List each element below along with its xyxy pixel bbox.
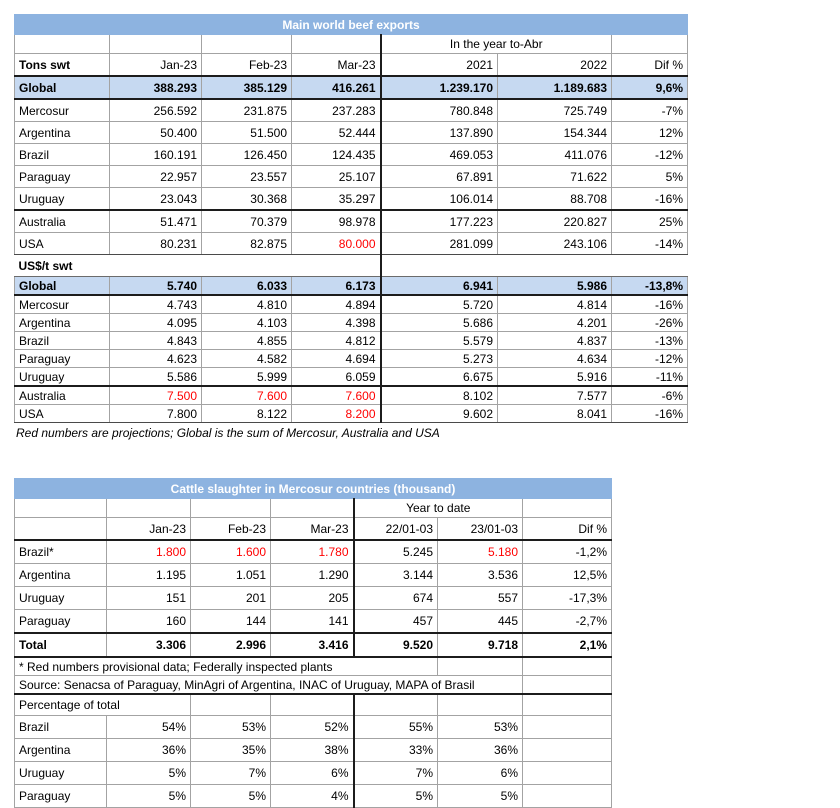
row-label: Uruguay bbox=[15, 587, 107, 610]
cell-value: 201 bbox=[191, 587, 271, 610]
table-row bbox=[15, 144, 688, 166]
cell-value: 80.231 bbox=[110, 233, 202, 255]
cell-value: 3.536 bbox=[438, 564, 523, 587]
cell-value: 54% bbox=[107, 716, 191, 739]
row-label: Mercosur bbox=[15, 99, 110, 122]
empty-cell bbox=[438, 694, 523, 716]
cell-value: 7% bbox=[354, 762, 438, 785]
cell-value: 80.000 bbox=[292, 233, 381, 255]
table-row bbox=[15, 332, 688, 350]
empty-cell bbox=[438, 657, 523, 676]
table-row bbox=[15, 587, 612, 610]
cell-value: -2,7% bbox=[523, 610, 612, 634]
cell-value: 1.290 bbox=[271, 564, 354, 587]
cattle-slaughter-title: Cattle slaughter in Mercosur countries (thousand) bbox=[15, 479, 612, 499]
cell-value: 55% bbox=[354, 716, 438, 739]
cell-value: 3.416 bbox=[271, 633, 354, 657]
cell-value: 5% bbox=[612, 166, 688, 188]
cell-value: 9.520 bbox=[354, 633, 438, 657]
cell-value: -6% bbox=[612, 386, 688, 405]
cell-value: 231.875 bbox=[202, 99, 292, 122]
cell-value: 416.261 bbox=[292, 76, 381, 99]
cell-value: 67.891 bbox=[381, 166, 498, 188]
empty-cell bbox=[354, 694, 438, 716]
cell-value: 98.978 bbox=[292, 210, 381, 233]
cell-value: 469.053 bbox=[381, 144, 498, 166]
cell-value: 4.837 bbox=[498, 332, 612, 350]
column-header: 2022 bbox=[498, 54, 612, 77]
table-row bbox=[15, 564, 612, 587]
cell-value: 1.239.170 bbox=[381, 76, 498, 99]
cell-value: 2.996 bbox=[191, 633, 271, 657]
cell-value: 281.099 bbox=[381, 233, 498, 255]
cell-value: 51.471 bbox=[110, 210, 202, 233]
empty-cell bbox=[191, 694, 271, 716]
row-label: Mercosur bbox=[15, 295, 110, 314]
cell-value bbox=[523, 716, 612, 739]
table-row bbox=[15, 610, 612, 634]
row-label: Argentina bbox=[15, 122, 110, 144]
beef-exports-table bbox=[14, 14, 688, 423]
empty-cell bbox=[523, 694, 612, 716]
row-label: Total bbox=[15, 633, 107, 657]
cell-value: 5.245 bbox=[354, 540, 438, 564]
cell-value: 5% bbox=[191, 785, 271, 808]
row-label: Uruguay bbox=[15, 188, 110, 211]
cell-value: 725.749 bbox=[498, 99, 612, 122]
row-label: Uruguay bbox=[15, 762, 107, 785]
row-label: Argentina bbox=[15, 314, 110, 332]
percentage-section-label: Percentage of total bbox=[15, 694, 191, 716]
cell-value: 7.600 bbox=[202, 386, 292, 405]
empty-cell bbox=[292, 255, 381, 277]
cell-value: 70.379 bbox=[202, 210, 292, 233]
cell-value: 1.195 bbox=[107, 564, 191, 587]
empty-cell bbox=[292, 35, 381, 54]
cell-value: 1.600 bbox=[191, 540, 271, 564]
column-header: Mar-23 bbox=[292, 54, 381, 77]
empty-cell bbox=[107, 499, 191, 518]
cell-value: 124.435 bbox=[292, 144, 381, 166]
cell-value: 7.500 bbox=[110, 386, 202, 405]
beef-exports-footnote: Red numbers are projections; Global is the sum of Mercosur, Australia and USA bbox=[16, 426, 440, 440]
table-row bbox=[15, 295, 688, 314]
column-header: Feb-23 bbox=[191, 518, 271, 541]
cell-value: 5.579 bbox=[381, 332, 498, 350]
cell-value: 557 bbox=[438, 587, 523, 610]
empty-cell bbox=[191, 499, 271, 518]
year-to-abr-header: In the year to-Abr bbox=[381, 35, 612, 54]
row-label: Brazil bbox=[15, 144, 110, 166]
empty-cell bbox=[271, 694, 354, 716]
table-row bbox=[15, 314, 688, 332]
cell-value: 88.708 bbox=[498, 188, 612, 211]
cell-value: -14% bbox=[612, 233, 688, 255]
cell-value: 674 bbox=[354, 587, 438, 610]
cell-value: -12% bbox=[612, 350, 688, 368]
column-header: Dif % bbox=[612, 54, 688, 77]
table-row bbox=[15, 122, 688, 144]
cell-value: -16% bbox=[612, 405, 688, 423]
cell-value: 6.173 bbox=[292, 277, 381, 296]
cell-value: 6.941 bbox=[381, 277, 498, 296]
cell-value: 50.400 bbox=[110, 122, 202, 144]
source-row bbox=[15, 676, 612, 695]
cell-value: 12,5% bbox=[523, 564, 612, 587]
cell-value: 205 bbox=[271, 587, 354, 610]
cell-value: 237.283 bbox=[292, 99, 381, 122]
row-label: Argentina bbox=[15, 739, 107, 762]
cell-value: -26% bbox=[612, 314, 688, 332]
cell-value: 4.743 bbox=[110, 295, 202, 314]
column-header: Dif % bbox=[523, 518, 612, 541]
unit-label-row bbox=[15, 255, 688, 277]
empty-cell bbox=[612, 35, 688, 54]
cell-value: 151 bbox=[107, 587, 191, 610]
cell-value bbox=[523, 762, 612, 785]
table-row bbox=[15, 99, 688, 122]
table-row bbox=[15, 739, 612, 762]
cell-value: 53% bbox=[438, 716, 523, 739]
cell-value: 4.201 bbox=[498, 314, 612, 332]
row-label: Paraguay bbox=[15, 785, 107, 808]
row-label: Australia bbox=[15, 210, 110, 233]
empty-cell bbox=[612, 255, 688, 277]
table-row bbox=[15, 633, 612, 657]
row-label: Global bbox=[15, 76, 110, 99]
cell-value: 33% bbox=[354, 739, 438, 762]
cattle-slaughter-table bbox=[14, 478, 612, 808]
empty-cell bbox=[202, 255, 292, 277]
cell-value: 8.122 bbox=[202, 405, 292, 423]
table-row bbox=[15, 540, 612, 564]
cell-value: -16% bbox=[612, 295, 688, 314]
cell-value: 6.675 bbox=[381, 368, 498, 387]
cell-value: 25% bbox=[612, 210, 688, 233]
column-header: 23/01-03 bbox=[438, 518, 523, 541]
cell-value: 256.592 bbox=[110, 99, 202, 122]
cell-value: 4.814 bbox=[498, 295, 612, 314]
empty-cell bbox=[15, 499, 107, 518]
cell-value: 23.557 bbox=[202, 166, 292, 188]
column-header: Feb-23 bbox=[202, 54, 292, 77]
cell-value: -12% bbox=[612, 144, 688, 166]
cell-value: 5% bbox=[107, 762, 191, 785]
cell-value: 4.810 bbox=[202, 295, 292, 314]
percentage-section-row bbox=[15, 694, 612, 716]
cell-value: 8.041 bbox=[498, 405, 612, 423]
row-label: Paraguay bbox=[15, 610, 107, 634]
table-row bbox=[15, 716, 612, 739]
cell-value: 8.200 bbox=[292, 405, 381, 423]
column-header-row bbox=[15, 54, 688, 77]
cell-value bbox=[523, 739, 612, 762]
cell-value: 5% bbox=[354, 785, 438, 808]
cell-value: 6.033 bbox=[202, 277, 292, 296]
cell-value: 5.586 bbox=[110, 368, 202, 387]
cell-value: 53% bbox=[191, 716, 271, 739]
cell-value: 4% bbox=[271, 785, 354, 808]
cell-value: 5.273 bbox=[381, 350, 498, 368]
cell-value: 1.780 bbox=[271, 540, 354, 564]
table-row bbox=[15, 210, 688, 233]
cell-value: 388.293 bbox=[110, 76, 202, 99]
cell-value: 4.694 bbox=[292, 350, 381, 368]
cell-value: 9.602 bbox=[381, 405, 498, 423]
cell-value: 1.051 bbox=[191, 564, 271, 587]
cell-value: 12% bbox=[612, 122, 688, 144]
cell-value: 137.890 bbox=[381, 122, 498, 144]
cell-value: 4.812 bbox=[292, 332, 381, 350]
cell-value: 5.180 bbox=[438, 540, 523, 564]
span-header-row bbox=[15, 35, 688, 54]
cell-value: 4.582 bbox=[202, 350, 292, 368]
cell-value: 3.144 bbox=[354, 564, 438, 587]
empty-cell bbox=[271, 499, 354, 518]
cell-value: 160.191 bbox=[110, 144, 202, 166]
row-label: USA bbox=[15, 405, 110, 423]
cell-value: 5.740 bbox=[110, 277, 202, 296]
cell-value: 52% bbox=[271, 716, 354, 739]
empty-cell bbox=[381, 255, 498, 277]
column-header: 22/01-03 bbox=[354, 518, 438, 541]
cell-value: 220.827 bbox=[498, 210, 612, 233]
cell-value: 9.718 bbox=[438, 633, 523, 657]
column-header: Jan-23 bbox=[107, 518, 191, 541]
cell-value: -13% bbox=[612, 332, 688, 350]
cell-value: 5% bbox=[438, 785, 523, 808]
cell-value: 4.843 bbox=[110, 332, 202, 350]
row-label: Argentina bbox=[15, 564, 107, 587]
cell-value: 1.800 bbox=[107, 540, 191, 564]
empty-cell bbox=[523, 676, 612, 695]
row-label: Australia bbox=[15, 386, 110, 405]
cell-value: 7.577 bbox=[498, 386, 612, 405]
unit-label-tons: Tons swt bbox=[15, 54, 110, 77]
table-row bbox=[15, 762, 612, 785]
cell-value: 8.102 bbox=[381, 386, 498, 405]
table-title-row bbox=[15, 479, 612, 499]
cell-value: 5% bbox=[107, 785, 191, 808]
cell-value: 23.043 bbox=[110, 188, 202, 211]
cell-value: 5.986 bbox=[498, 277, 612, 296]
empty-cell bbox=[110, 35, 202, 54]
cell-value: 126.450 bbox=[202, 144, 292, 166]
cell-value: 3.306 bbox=[107, 633, 191, 657]
table-row bbox=[15, 350, 688, 368]
table-row bbox=[15, 277, 688, 296]
table-row bbox=[15, 188, 688, 211]
empty-cell bbox=[523, 657, 612, 676]
cell-value: 5.720 bbox=[381, 295, 498, 314]
cell-value: 106.014 bbox=[381, 188, 498, 211]
cell-value: 6.059 bbox=[292, 368, 381, 387]
cell-value: 22.957 bbox=[110, 166, 202, 188]
cell-value: 35% bbox=[191, 739, 271, 762]
cell-value: 243.106 bbox=[498, 233, 612, 255]
cell-value: 141 bbox=[271, 610, 354, 634]
cell-value: 385.129 bbox=[202, 76, 292, 99]
footnote-row bbox=[15, 657, 612, 676]
cell-value: 411.076 bbox=[498, 144, 612, 166]
cell-value: -7% bbox=[612, 99, 688, 122]
cell-value: 5.686 bbox=[381, 314, 498, 332]
cell-value bbox=[523, 785, 612, 808]
cell-value: -16% bbox=[612, 188, 688, 211]
cell-value: 7% bbox=[191, 762, 271, 785]
cell-value: 6% bbox=[438, 762, 523, 785]
cell-value: 25.107 bbox=[292, 166, 381, 188]
column-header: Mar-23 bbox=[271, 518, 354, 541]
empty-cell bbox=[523, 499, 612, 518]
row-label: Brazil* bbox=[15, 540, 107, 564]
cattle-source-note: Source: Senacsa of Paraguay, MinAgri of Argentina, INAC of Uruguay, MAPA of Brasil bbox=[15, 676, 523, 695]
cell-value: 5.999 bbox=[202, 368, 292, 387]
cell-value: 30.368 bbox=[202, 188, 292, 211]
table-row bbox=[15, 368, 688, 387]
table-row bbox=[15, 76, 688, 99]
cell-value: 82.875 bbox=[202, 233, 292, 255]
cell-value: 51.500 bbox=[202, 122, 292, 144]
cell-value: 4.623 bbox=[110, 350, 202, 368]
cell-value: 177.223 bbox=[381, 210, 498, 233]
cell-value: 5.916 bbox=[498, 368, 612, 387]
cell-value: 160 bbox=[107, 610, 191, 634]
empty-cell bbox=[15, 35, 110, 54]
table-row bbox=[15, 233, 688, 255]
cell-value: -17,3% bbox=[523, 587, 612, 610]
cell-value: 4.855 bbox=[202, 332, 292, 350]
cell-value: 36% bbox=[438, 739, 523, 762]
year-to-date-header: Year to date bbox=[354, 499, 523, 518]
cell-value: 1.189.683 bbox=[498, 76, 612, 99]
row-label: USA bbox=[15, 233, 110, 255]
cell-value: 144 bbox=[191, 610, 271, 634]
table-row bbox=[15, 386, 688, 405]
cell-value: 4.398 bbox=[292, 314, 381, 332]
beef-exports-title: Main world beef exports bbox=[15, 15, 688, 35]
cell-value: 71.622 bbox=[498, 166, 612, 188]
span-header-row bbox=[15, 499, 612, 518]
column-header-row bbox=[15, 518, 612, 541]
cell-value: 4.095 bbox=[110, 314, 202, 332]
table-row bbox=[15, 405, 688, 423]
column-header: 2021 bbox=[381, 54, 498, 77]
cell-value: 780.848 bbox=[381, 99, 498, 122]
row-label: Global bbox=[15, 277, 110, 296]
row-label: Uruguay bbox=[15, 368, 110, 387]
cell-value: 2,1% bbox=[523, 633, 612, 657]
cattle-footnote-1: * Red numbers provisional data; Federally inspected plants bbox=[15, 657, 438, 676]
table-row bbox=[15, 785, 612, 808]
cell-value: 36% bbox=[107, 739, 191, 762]
cell-value: 4.103 bbox=[202, 314, 292, 332]
row-label: Paraguay bbox=[15, 350, 110, 368]
row-label: Paraguay bbox=[15, 166, 110, 188]
cell-value: 154.344 bbox=[498, 122, 612, 144]
cell-value: 457 bbox=[354, 610, 438, 634]
cell-value: 4.634 bbox=[498, 350, 612, 368]
row-label: Brazil bbox=[15, 716, 107, 739]
empty-cell bbox=[202, 35, 292, 54]
cell-value: 35.297 bbox=[292, 188, 381, 211]
empty-cell bbox=[110, 255, 202, 277]
cell-value: 445 bbox=[438, 610, 523, 634]
row-label: Brazil bbox=[15, 332, 110, 350]
empty-cell bbox=[498, 255, 612, 277]
cell-value: 7.600 bbox=[292, 386, 381, 405]
table-title-row bbox=[15, 15, 688, 35]
cell-value: 52.444 bbox=[292, 122, 381, 144]
cell-value: -1,2% bbox=[523, 540, 612, 564]
cell-value: -13,8% bbox=[612, 277, 688, 296]
cell-value: 7.800 bbox=[110, 405, 202, 423]
cell-value: 6% bbox=[271, 762, 354, 785]
cell-value: -11% bbox=[612, 368, 688, 387]
cell-value: 4.894 bbox=[292, 295, 381, 314]
column-header: Jan-23 bbox=[110, 54, 202, 77]
table-row bbox=[15, 166, 688, 188]
cell-value: 9,6% bbox=[612, 76, 688, 99]
cell-value: 38% bbox=[271, 739, 354, 762]
unit-label-price: US$/t swt bbox=[15, 255, 110, 277]
empty-cell bbox=[15, 518, 107, 541]
